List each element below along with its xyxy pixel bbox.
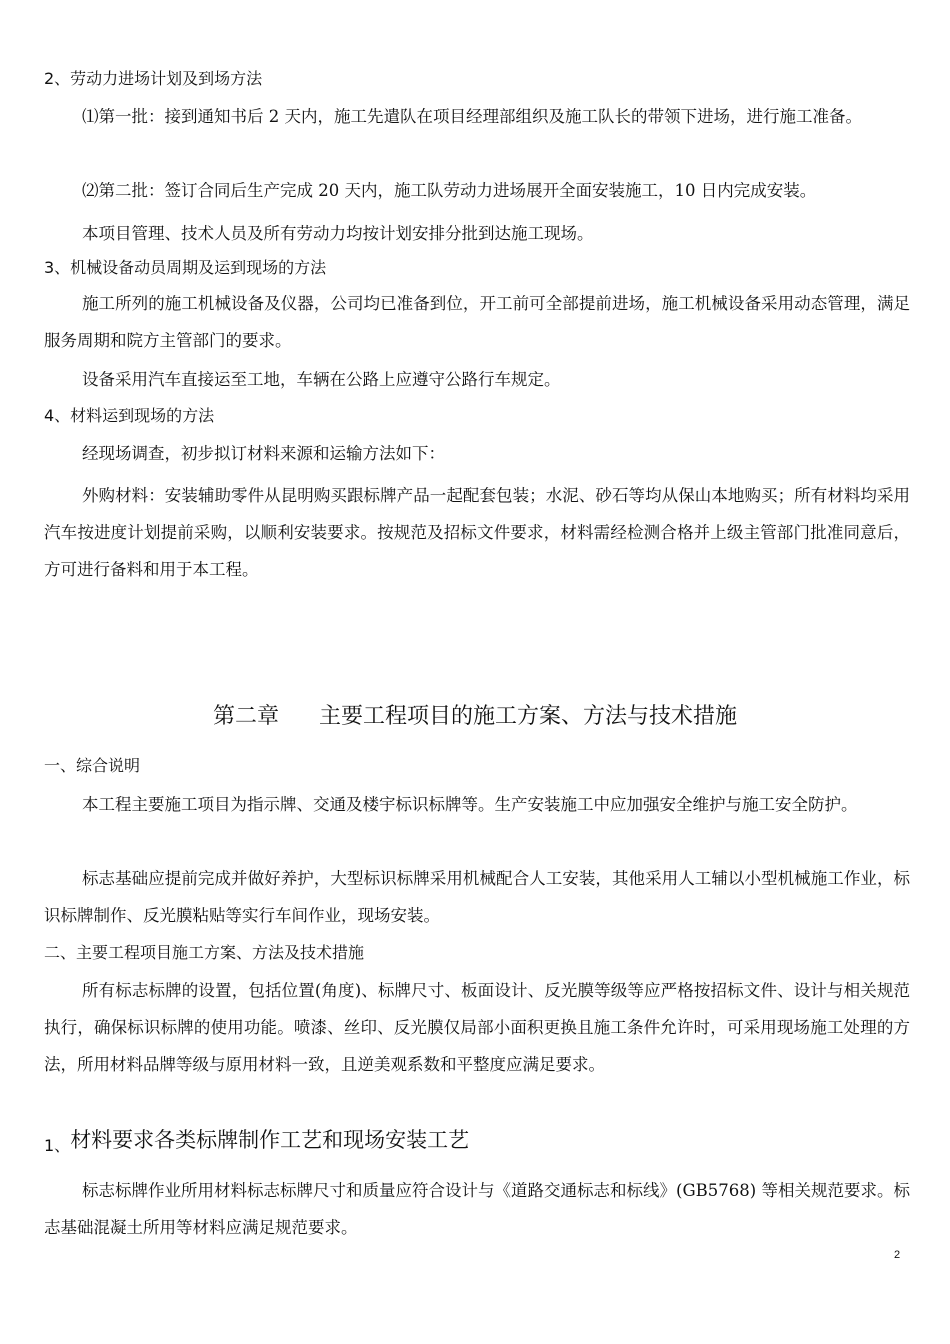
section-2-paragraph-1: ⑴第一批：接到通知书后 2 天内，施工先遣队在项目经理部组织及施工队长的带领下进场，进行施工准备。 [82,107,862,126]
subsection-1-heading [44,1125,910,1157]
section-2-heading: 2、劳动力进场计划及到场方法 [44,69,263,88]
chapter-title [0,701,950,733]
part-2-heading: 二、主要工程项目施工方案、方法及技术措施 [44,943,365,962]
part-1-paragraph-1: 本工程主要施工项目为指示牌、交通及楼宇标识标牌等。生产安装施工中应加强安全维护与施工安全防护。 [82,795,858,814]
subsection-1-paragraph-1: 标志标牌作业所用材料标志标牌尺寸和质量应符合设计与《道路交通标志和标线》(GB5768) 等相关规范要求。标志基础混凝土所用等材料应满足规范要求。 [44,1181,910,1237]
section-2-paragraph-2: ⑵第二批：签订合同后生产完成 20 天内，施工队劳动力进场展开全面安装施工，10 日内完成安装。 [82,181,817,200]
section-4-paragraph-2: 外购材料：安装辅助零件从昆明购买跟标牌产品一起配套包装；水泥、砂石等均从保山本地购买；所有材料均采用汽车按进度计划提前采购，以顺利安装要求。按规范及招标文件要求，材料需经检测合格并上级主管部门批准同意后，方可进行备料和用于本工程。 [44,486,910,579]
section-4-heading: 4、材料运到现场的方法 [44,406,215,425]
section-4-paragraph-1: 经现场调查，初步拟订材料来源和运输方法如下： [82,444,445,463]
chapter-label: 第二章 [212,704,279,729]
section-3-heading: 3、机械设备动员周期及运到现场的方法 [44,258,327,277]
part-2-paragraph-1: 所有标志标牌的设置，包括位置(角度)、标牌尺寸、板面设计、反光膜等级等应严格按招标文件、设计与相关规范执行，确保标识标牌的使用功能。喷漆、丝印、反光膜仅局部小面积更换且施工条件允许时，可采用现场施工处理的方法，所用材料品牌等级与原用材料一致，且逆美观系数和平整度应满足要求。 [44,981,910,1074]
section-2-paragraph-3: 本项目管理、技术人员及所有劳动力均按计划安排分批到达施工现场。 [82,224,594,243]
section-3-paragraph-1: 施工所列的施工机械设备及仪器，公司均已准备到位，开工前可全部提前进场，施工机械设备采用动态管理，满足服务周期和院方主管部门的要求。 [44,294,910,350]
section-3-paragraph-2: 设备采用汽车直接运至工地，车辆在公路上应遵守公路行车规定。 [82,370,561,389]
subsection-1-title: 材料要求各类标牌制作工艺和现场安装工艺 [70,1128,470,1152]
chapter-heading: 主要工程项目的施工方案、方法与技术措施 [319,704,738,729]
part-1-paragraph-2: 标志基础应提前完成并做好养护，大型标识标牌采用机械配合人工安装，其他采用人工辅以小型机械施工作业，标识标牌制作、反光膜粘贴等实行车间作业，现场安装。 [44,869,910,925]
part-1-heading: 一、综合说明 [44,756,141,775]
page-number: 2 [894,1249,901,1261]
subsection-1-number: 1、 [44,1136,71,1155]
